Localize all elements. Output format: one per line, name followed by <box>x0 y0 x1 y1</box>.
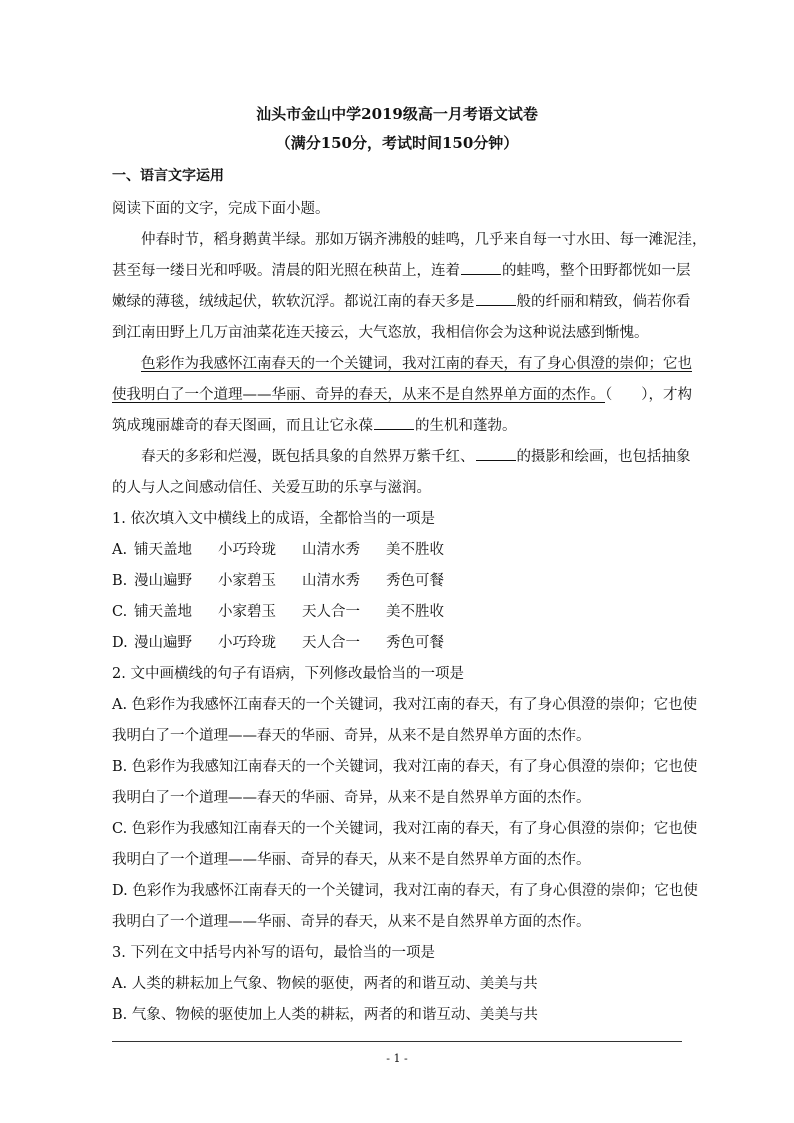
q2-option-d-line1: D. 色彩作为我感怀江南春天的一个关键词，我对江南的春天，有了身心俱澄的崇仰；它也使 <box>112 883 698 899</box>
q3-option-b: B. 气象、物候的驱使加上人类的耕耘，两者的和谐互动、美美与共 <box>112 1007 538 1023</box>
fill-blank-1 <box>461 260 501 275</box>
exam-body <box>112 194 707 1031</box>
q2-option-b-line1: B. 色彩作为我感知江南春天的一个关键词，我对江南的春天，有了身心俱澄的崇仰；它也使 <box>112 759 698 775</box>
passage-line: 春天的多彩和烂漫，既包括具象的自然界万紫千红、 的摄影和绘画，也包括抽象 <box>112 442 682 473</box>
fill-blank-3 <box>374 415 414 430</box>
q1-option-d: D. 漫山遍野 小巧玲珑 天人合一 秀色可餐 <box>112 635 444 651</box>
passage-line: 仲春时节，稻身鹅黄半绿。那如万锅齐沸般的蛙鸣，几乎来自每一寸水田、每一滩泥洼， <box>141 232 707 248</box>
footer-divider <box>112 1041 682 1042</box>
passage-line <box>112 349 692 380</box>
underlined-sentence: 色彩作为我感怀江南春天的一个关键词，我对江南的春天，有了身心俱澄的崇仰；它也 <box>141 356 692 372</box>
q1-option-c: C. 铺天盖地 小家碧玉 天人合一 美不胜收 <box>112 604 444 620</box>
q2-option-a-line1: A. 色彩作为我感怀江南春天的一个关键词，我对江南的春天，有了身心俱澄的崇仰；它也使 <box>112 697 698 713</box>
page-number: - 1 - <box>386 1052 408 1065</box>
q2-option-c-line2: 我明白了一个道理——华丽、奇异的春天，从来不是自然界单方面的杰作。 <box>112 852 591 868</box>
instruction: 阅读下面的文字，完成下面小题。 <box>112 201 330 217</box>
q2-option-d-line2: 我明白了一个道理——华丽、奇异的春天，从来不是自然界单方面的杰作。 <box>112 914 591 930</box>
q3-option-a: A. 人类的耕耘加上气象、物候的驱使，两者的和谐互动、美美与共 <box>112 976 538 992</box>
passage-line: 到江南田野上几万亩油菜花连天接云，大气恣放，我相信你会为这种说法感到惭愧。 <box>112 325 649 341</box>
passage-line: 甚至每一缕日光和呼吸。清晨的阳光照在秧苗上，连着 的蛙鸣，整个田野都恍如一层 <box>112 256 682 287</box>
fill-blank-4 <box>476 446 516 461</box>
q1-option-b: B. 漫山遍野 小家碧玉 山清水秀 秀色可餐 <box>112 573 444 589</box>
question-1-stem: 1. 依次填入文中横线上的成语，全都恰当的一项是 <box>112 511 435 527</box>
underlined-sentence: 使我明白了一个道理——华丽、奇异的春天，从来不是自然界单方面的杰作。 <box>112 387 605 403</box>
section-heading: 一、语言文字运用 <box>112 168 224 184</box>
q2-option-c-line1: C. 色彩作为我感知江南春天的一个关键词，我对江南的春天，有了身心俱澄的崇仰；它也使 <box>112 821 698 837</box>
q1-option-a: A. 铺天盖地 小巧玲珑 山清水秀 美不胜收 <box>112 542 444 558</box>
fill-blank-2 <box>476 291 516 306</box>
question-3-stem: 3. 下列在文中括号内补写的语句，最恰当的一项是 <box>112 945 435 961</box>
passage-line: 的人与人之间感动信任、关爱互助的乐享与滋润。 <box>112 480 431 496</box>
passage-line: 嫩绿的薄毯，绒绒起伏，软软沉浮。都说江南的春天多是 般的纤丽和精致，倘若你看 <box>112 287 682 318</box>
exam-subtitle: （满分150分，考试时间150分钟） <box>275 134 519 152</box>
question-2-stem: 2. 文中画横线的句子有语病，下列修改最恰当的一项是 <box>112 666 464 682</box>
passage-line: 使我明白了一个道理——华丽、奇异的春天，从来不是自然界单方面的杰作。（ ），才构 <box>112 387 692 403</box>
exam-title: 汕头市金山中学2019级高一月考语文试卷 <box>256 105 538 123</box>
q2-option-a-line2: 我明白了一个道理——春天的华丽、奇异，从来不是自然界单方面的杰作。 <box>112 728 591 744</box>
passage-line: 筑成瑰丽雄奇的春天图画，而且让它永葆 的生机和蓬勃。 <box>112 411 682 442</box>
q2-option-b-line2: 我明白了一个道理——春天的华丽、奇异，从来不是自然界单方面的杰作。 <box>112 790 591 806</box>
